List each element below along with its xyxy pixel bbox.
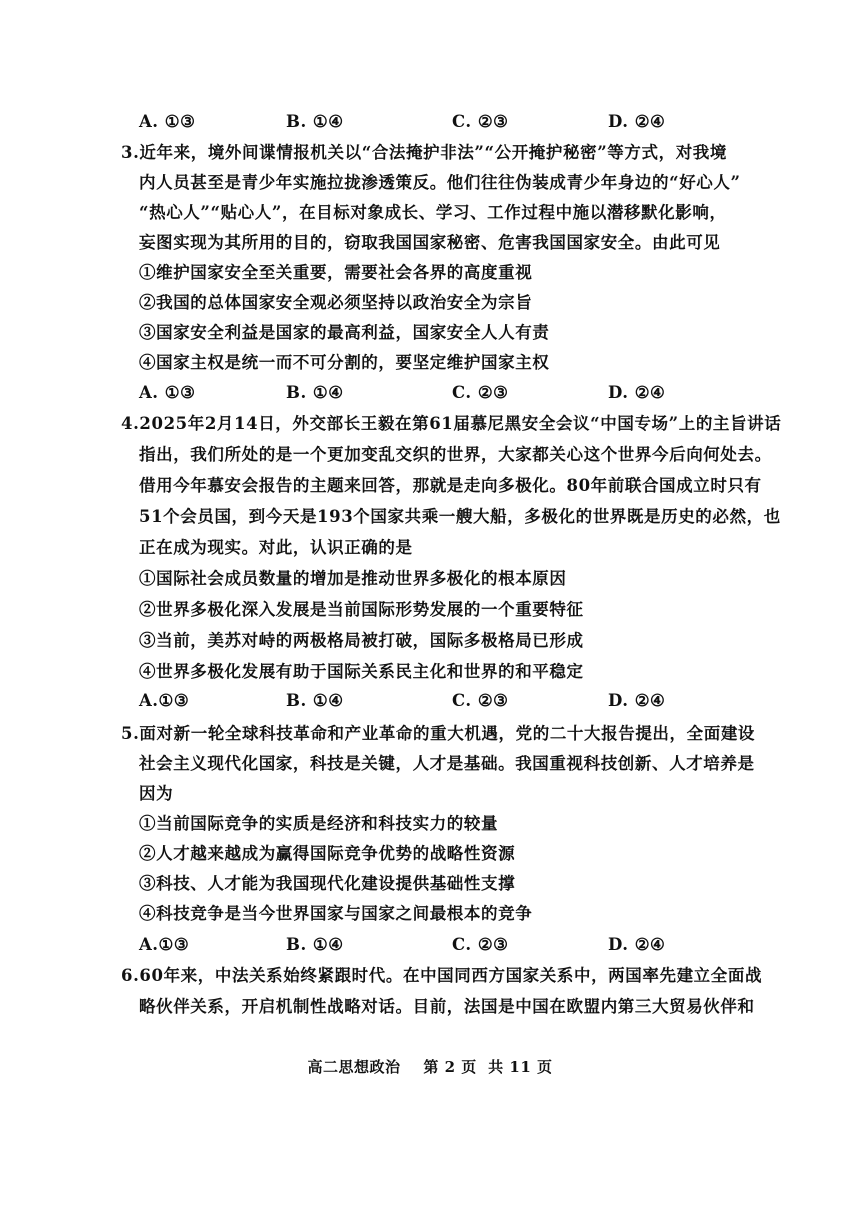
q3-stem-line-3: “热心人”“贴心人”，在目标对象成长、学习、工作过程中施以潜移默化影响， (139, 203, 727, 222)
q6-stem-line-1: 6.60年来，中法关系始终紧跟时代。在中国同西方国家关系中，两国率先建立全面战 (121, 966, 763, 985)
q4-statement-1: ①国际社会成员数量的增加是推动世界多极化的根本原因 (139, 569, 567, 588)
q5-statement-3: ③科技、人才能为我国现代化建设提供基础性支撑 (139, 874, 516, 893)
q3-option-d: D. ②④ (608, 383, 666, 402)
q4-option-a: A.①③ (139, 691, 190, 710)
q3-statement-4: ④国家主权是统一而不可分割的，要坚定维护国家主权 (139, 353, 550, 372)
q4-option-b: B. ①④ (286, 691, 344, 710)
q4-option-d: D. ②④ (608, 691, 666, 710)
q4-stem-line-2: 指出，我们所处的是一个更加变乱交织的世界，大家都关心这个世界今后向何处去。 (139, 445, 772, 464)
q4-statement-2: ②世界多极化深入发展是当前国际形势发展的一个重要特征 (139, 600, 584, 619)
q4-option-c: C. ②③ (452, 691, 509, 710)
q2-option-b: B. ①④ (286, 112, 344, 131)
q5-statement-2: ②人才越来越成为赢得国际竞争优势的战略性资源 (139, 844, 516, 863)
q5-stem-line-2: 社会主义现代化国家，科技是关键，人才是基础。我国重视科技创新、人才培养是 (139, 754, 755, 773)
q3-statement-2: ②我国的总体国家安全观必须坚持以政治安全为宗旨 (139, 293, 533, 312)
q3-option-c: C. ②③ (452, 383, 509, 402)
q2-option-d: D. ②④ (608, 112, 666, 131)
q4-statement-3: ③当前，美苏对峙的两极格局被打破，国际多极格局已形成 (139, 631, 584, 650)
q3-option-a: A. ①③ (139, 383, 196, 402)
q5-option-c: C. ②③ (452, 935, 509, 954)
q3-stem-line-4: 妄图实现为其所用的目的，窃取我国国家秘密、危害我国国家安全。由此可见 (139, 233, 721, 252)
q4-options (139, 690, 699, 712)
q4-stem-line-5: 正在成为现实。对此，认识正确的是 (139, 538, 413, 557)
q3-statement-1: ①维护国家安全至关重要，需要社会各界的高度重视 (139, 263, 533, 282)
q4-stem-line-1: 4.2025年2月14日，外交部长王毅在第61届慕尼黑安全会议“中国专场”上的主旨讲话 (121, 414, 782, 433)
q5-statement-1: ①当前国际竞争的实质是经济和科技实力的较量 (139, 814, 499, 833)
q5-option-b: B. ①④ (286, 935, 344, 954)
q2-option-a: A. ①③ (139, 112, 196, 131)
q5-statement-4: ④科技竞争是当今世界国家与国家之间最根本的竞争 (139, 904, 533, 923)
q5-options (139, 934, 699, 956)
q3-statement-3: ③国家安全利益是国家的最高利益，国家安全人人有责 (139, 323, 550, 342)
q6-stem-line-2: 略伙伴关系，开启机制性战略对话。目前，法国是中国在欧盟内第三大贸易伙伴和 (139, 997, 755, 1016)
q4-stem-line-4: 51个会员国，到今天是193个国家共乘一艘大船，多极化的世界既是历史的必然，也 (139, 507, 781, 526)
q2-options (139, 111, 699, 133)
q5-stem-line-1: 5.面对新一轮全球科技革命和产业革命的重大机遇，党的二十大报告提出，全面建设 (121, 724, 756, 743)
q3-stem-line-1: 3.近年来，境外间谍情报机关以“合法掩护非法”“公开掩护秘密”等方式，对我境 (121, 143, 727, 162)
q4-statement-4: ④世界多极化发展有助于国际关系民主化和世界的和平稳定 (139, 662, 584, 681)
q5-option-a: A.①③ (139, 935, 190, 954)
q3-option-b: B. ①④ (286, 383, 344, 402)
q3-stem-line-2: 内人员甚至是青少年实施拉拢渗透策反。他们往往伪装成青少年身边的“好心人” (139, 173, 741, 192)
page-footer: 高二思想政治 第 2 页 共 11 页 (307, 1058, 553, 1076)
q2-option-c: C. ②③ (452, 112, 509, 131)
q4-stem-line-3: 借用今年慕安会报告的主题来回答，那就是走向多极化。80年前联合国成立时只有 (139, 476, 762, 495)
q5-option-d: D. ②④ (608, 935, 666, 954)
q5-stem-line-3: 因为 (139, 784, 174, 803)
q3-options (139, 382, 699, 404)
